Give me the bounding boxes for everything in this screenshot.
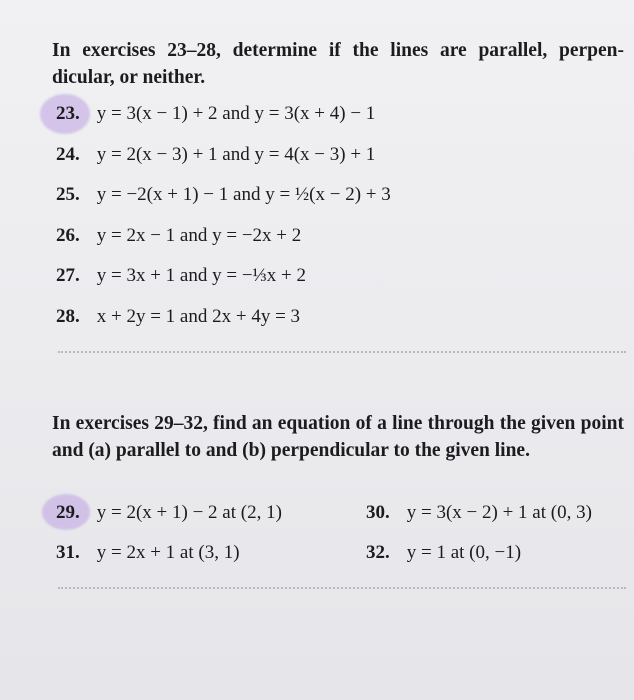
exercise-text: y = 3x + 1 and y = −⅓x + 2 — [96, 265, 307, 286]
exercise-26 — [56, 224, 301, 248]
section2-instructions: In exercises 29–32, find an equation of a line through the given point and (a) parallel to and (b) perpendicular to the given line. — [52, 413, 624, 461]
exercise-23 — [56, 102, 375, 126]
exercise-text: y = 2x + 1 at (3, 1) — [96, 542, 240, 563]
exercise-27 — [56, 264, 306, 288]
exercise-31 — [56, 541, 240, 565]
exercise-28 — [56, 305, 300, 329]
exercise-text: x + 2y = 1 and 2x + 4y = 3 — [96, 306, 301, 327]
exercise-29 — [56, 501, 282, 525]
exercise-number: 27. — [56, 265, 80, 286]
exercise-text: y = 2x − 1 and y = −2x + 2 — [96, 225, 302, 246]
exercise-number: 29. — [56, 502, 80, 523]
exercise-number: 32. — [366, 542, 390, 563]
exercise-24 — [56, 143, 375, 167]
exercise-number: 30. — [366, 502, 390, 523]
exercise-text: y = 1 at (0, −1) — [406, 542, 522, 563]
exercise-32 — [366, 541, 521, 565]
exercise-number: 25. — [56, 184, 80, 205]
exercise-text: y = 2(x − 3) + 1 and y = 4(x − 3) + 1 — [96, 144, 376, 165]
exercise-25 — [56, 183, 391, 207]
exercise-text: y = 3(x − 1) + 2 and y = 3(x + 4) − 1 — [96, 103, 376, 124]
exercise-30 — [366, 501, 592, 525]
section-divider — [58, 351, 626, 353]
exercise-number: 24. — [56, 144, 80, 165]
exercise-text: y = −2(x + 1) − 1 and y = ½(x − 2) + 3 — [96, 184, 391, 205]
exercise-number: 31. — [56, 542, 80, 563]
section-divider — [58, 587, 626, 589]
exercise-number: 23. — [56, 103, 80, 124]
section1-instructions: In exercises 23–28, determine if the lines are parallel, perpen-dicular, or neither. — [52, 40, 624, 88]
exercise-text: y = 3(x − 2) + 1 at (0, 3) — [406, 502, 592, 523]
exercise-text: y = 2(x + 1) − 2 at (2, 1) — [96, 502, 282, 523]
exercise-number: 28. — [56, 306, 80, 327]
exercise-number: 26. — [56, 225, 80, 246]
